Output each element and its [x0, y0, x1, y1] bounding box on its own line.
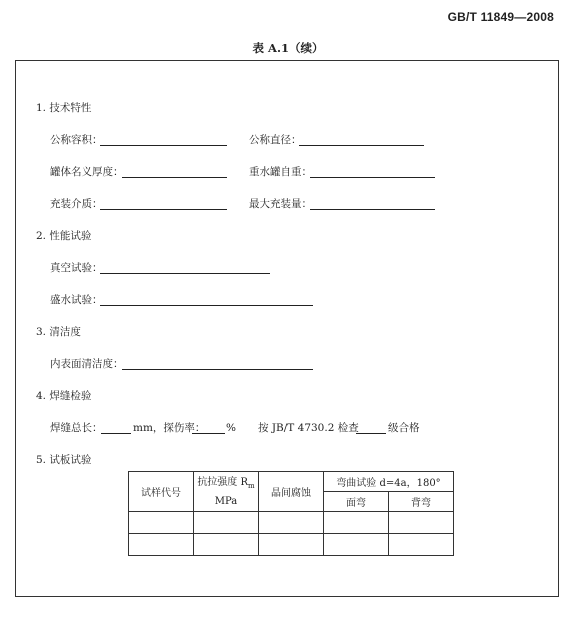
intergranular-corrosion-header: 晶间腐蚀	[259, 472, 324, 512]
section-test-plate-title: 5. 试板试验	[36, 454, 92, 466]
nominal-volume-label: 公称容积：	[50, 134, 103, 146]
inner-cleanliness-field[interactable]	[122, 369, 313, 370]
vacuum-test-field[interactable]	[100, 273, 270, 274]
table-cell[interactable]	[324, 534, 389, 556]
vacuum-test-label: 真空试验：	[50, 262, 103, 274]
tensile-strength-label: 抗拉强度 R	[197, 476, 249, 488]
weld-length-field[interactable]	[101, 433, 131, 434]
table-cell[interactable]	[129, 512, 194, 534]
max-fill-label: 最大充装量：	[249, 198, 312, 210]
specimen-code-header: 试样代号	[129, 472, 194, 512]
table-cell[interactable]	[194, 534, 259, 556]
tank-weight-field[interactable]	[310, 177, 435, 178]
section-weld-title: 4. 焊缝检验	[36, 390, 92, 402]
grade-field[interactable]	[356, 433, 386, 434]
table-cell[interactable]	[389, 512, 454, 534]
section-technical-title: 1. 技术特性	[36, 102, 92, 114]
table-cell[interactable]	[129, 534, 194, 556]
fill-medium-field[interactable]	[100, 209, 227, 210]
form-frame	[15, 60, 559, 597]
back-bend-header: 背弯	[389, 492, 454, 512]
table-cell[interactable]	[259, 512, 324, 534]
section-performance-title: 2. 性能试验	[36, 230, 92, 242]
face-bend-header: 面弯	[324, 492, 389, 512]
percent-sign: %	[226, 422, 236, 434]
table-cell[interactable]	[259, 534, 324, 556]
standard-reference: 按 JB/T 4730.2 检查	[258, 422, 359, 434]
test-plate-table	[128, 471, 454, 556]
nominal-diameter-field[interactable]	[299, 145, 424, 146]
fill-medium-label: 充装介质：	[50, 198, 103, 210]
standard-number: GB/T 11849—2008	[447, 10, 554, 24]
nominal-diameter-label: 公称直径：	[249, 134, 302, 146]
section-cleanliness-title: 3. 清洁度	[36, 326, 81, 338]
grade-suffix: 级合格	[388, 422, 420, 434]
weld-unit-label: mm，探伤率：	[133, 422, 206, 434]
weld-length-label: 焊缝总长：	[50, 422, 103, 434]
inspection-rate-field[interactable]	[192, 433, 225, 434]
table-caption: 表 A.1（续）	[252, 41, 324, 55]
tensile-strength-header	[194, 472, 259, 512]
water-test-field[interactable]	[100, 305, 313, 306]
tank-thickness-field[interactable]	[122, 177, 227, 178]
table-cell[interactable]	[194, 512, 259, 534]
tensile-strength-subscript: m	[248, 481, 255, 490]
tank-thickness-label: 罐体名义厚度：	[50, 166, 124, 178]
water-test-label: 盛水试验：	[50, 294, 103, 306]
max-fill-field[interactable]	[310, 209, 435, 210]
bend-test-header: 弯曲试验 d=4a，180°	[324, 472, 454, 492]
tank-weight-label: 重水罐自重：	[249, 166, 312, 178]
table-cell[interactable]	[324, 512, 389, 534]
table-cell[interactable]	[389, 534, 454, 556]
inner-cleanliness-label: 内表面清洁度：	[50, 358, 124, 370]
tensile-strength-unit: MPa	[214, 495, 238, 507]
nominal-volume-field[interactable]	[100, 145, 227, 146]
